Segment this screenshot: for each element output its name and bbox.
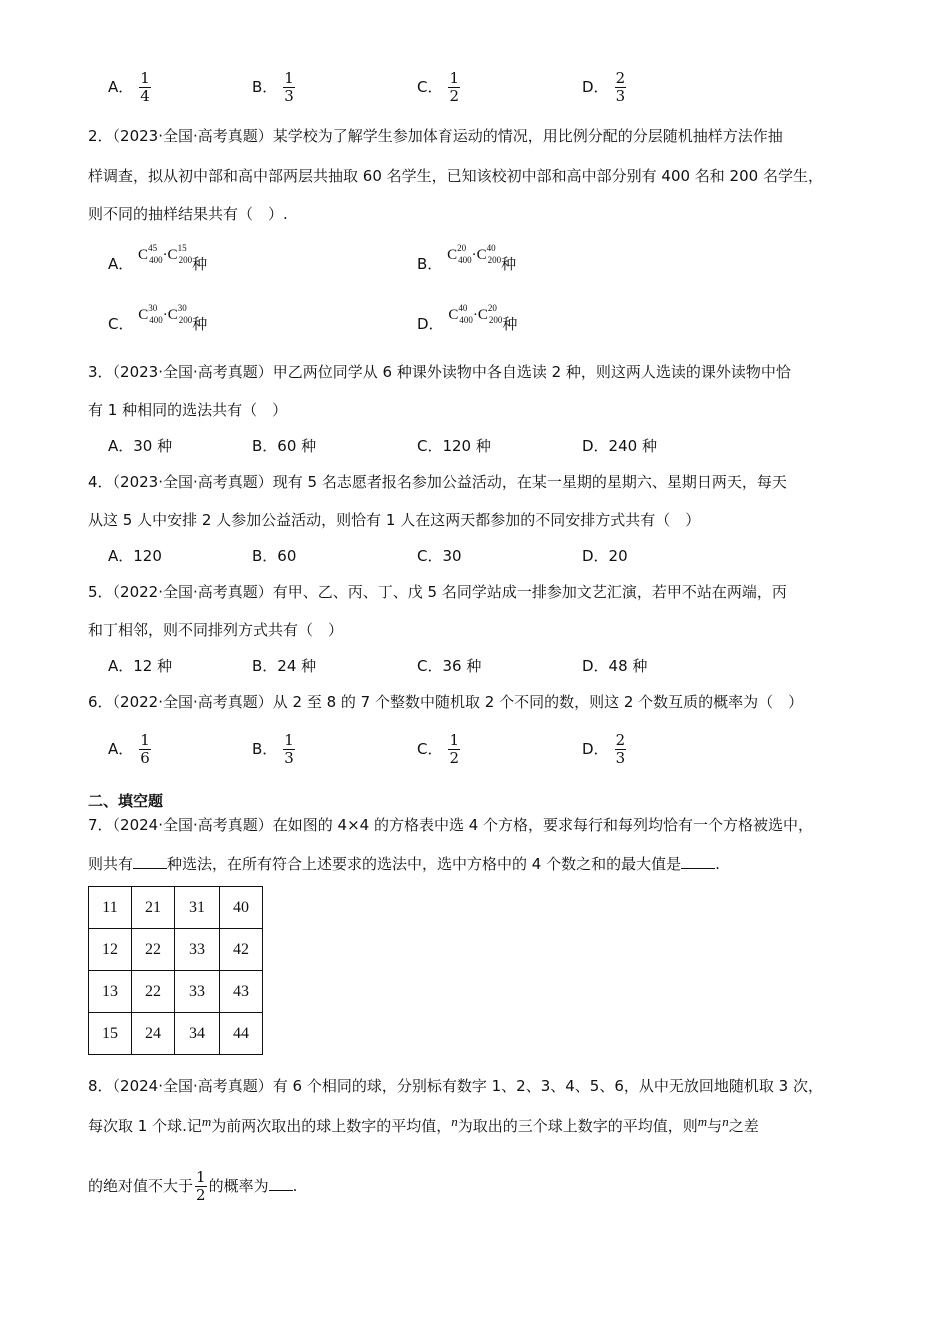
table-row <box>89 929 263 971</box>
fraction-numerator: 1 <box>196 1168 206 1186</box>
answer-blank[interactable] <box>133 854 167 869</box>
q2-option-d <box>417 303 518 333</box>
comb-sup: 30 <box>148 303 158 313</box>
comb-sup: 40 <box>458 303 468 313</box>
fraction-denominator: 2 <box>196 1186 206 1204</box>
fraction-denominator: 4 <box>140 87 150 105</box>
comb-sup: 20 <box>487 303 497 313</box>
table-row <box>89 1013 263 1055</box>
answer-blank[interactable] <box>269 1176 293 1191</box>
q2-stem-line2: 样调查，拟从初中部和高中部两层共抽取 60 名学生，已知该校初中部和高中部分别有 400 名和 200 名学生， <box>88 167 823 185</box>
comb-sub: 400 <box>149 255 163 265</box>
q6-option-a <box>108 732 151 767</box>
fraction-numerator: 1 <box>449 731 460 749</box>
q6-stem-line1: 6．（2022·全国·高考真题）从 2 至 8 的 7 个整数中随机取 2 个不同的数，则这 2 个数互质的概率为（ ） <box>88 693 804 711</box>
q2-stem-line1: 2．（2023·全国·高考真题）某学校为了解学生参加体育运动的情况，用比例分配的分层随机抽样方法作抽 <box>88 127 783 145</box>
q4-stem-line1: 4．（2023·全国·高考真题）现有 5 名志愿者报名参加公益活动，在某一星期的星期六、星期日两天，每天 <box>88 473 787 491</box>
q8-stem-line3 <box>88 1164 297 1208</box>
grid-cell: 34 <box>175 1013 220 1055</box>
q2-stem-line3: 则不同的抽样结果共有（ ）. <box>88 205 288 223</box>
comb-sup: 30 <box>177 303 187 313</box>
text-segment: . <box>715 855 720 873</box>
combination-expression: $C^{40}_{400}\cdot C^{20}_{200}$ <box>448 303 503 325</box>
q5-stem-line1: 5．（2022·全国·高考真题）有甲、乙、丙、丁、戊 5 名同学站成一排参加文艺汇演，若甲不站在两端，丙 <box>88 583 787 601</box>
table-row <box>89 971 263 1013</box>
fraction-numerator: 1 <box>284 69 294 87</box>
q7-stem-line2 <box>88 854 720 874</box>
text-segment: 种选法，在所有符合上述要求的选法中，选中方格中的 4 个数之和的最大值是 <box>167 855 682 873</box>
option-letter: D． <box>582 78 609 96</box>
fraction <box>139 70 151 105</box>
option-letter: A． <box>108 255 134 273</box>
grid-cell: 31 <box>175 887 220 929</box>
comb-sup: 20 <box>457 243 467 253</box>
variable-m: m <box>201 1114 212 1129</box>
option-letter: A． <box>108 740 134 758</box>
variable-m: m <box>697 1114 708 1129</box>
text-segment: 与 <box>707 1117 723 1135</box>
q4-option-d: D．20 <box>582 547 628 565</box>
fraction <box>283 70 295 105</box>
comb-sub: 400 <box>458 255 472 265</box>
fraction-numerator: 2 <box>615 731 626 749</box>
q1-option-c <box>417 70 460 105</box>
text-segment: 每次取 1 个球.记 <box>88 1117 202 1135</box>
q5-option-c: C．36 种 <box>417 657 482 675</box>
combination-expression: $C^{30}_{400}\cdot C^{30}_{200}$ <box>138 303 193 325</box>
grid-cell: 33 <box>175 929 220 971</box>
grid-cell: 22 <box>132 971 175 1013</box>
grid-cell: 43 <box>220 971 263 1013</box>
fraction <box>448 70 460 105</box>
fraction-denominator: 2 <box>449 87 460 105</box>
comb-sub: 200 <box>178 315 193 325</box>
q8-stem-line1: 8．（2024·全国·高考真题）有 6 个相同的球，分别标有数字 1、2、3、4、5、6，从中无放回地随机取 3 次， <box>88 1077 823 1095</box>
option-letter: B． <box>417 255 443 273</box>
q3-stem-line2: 有 1 种相同的选法共有（ ） <box>88 401 288 419</box>
grid-cell: 15 <box>89 1013 132 1055</box>
answer-blank[interactable] <box>681 854 715 869</box>
comb-sub: 400 <box>459 315 473 325</box>
option-letter: B． <box>252 740 278 758</box>
q3-option-c: C．120 种 <box>417 437 491 455</box>
text-segment: 为前两次取出的球上数字的平均值， <box>211 1117 452 1135</box>
fraction <box>448 732 460 767</box>
fraction-denominator: 3 <box>615 749 626 767</box>
grid-cell: 33 <box>175 971 220 1013</box>
q5-option-d: D．48 种 <box>582 657 648 675</box>
fraction-numerator: 1 <box>449 69 460 87</box>
option-letter: C． <box>417 78 443 96</box>
variable-n: n <box>451 1114 458 1129</box>
fraction-numerator: 1 <box>140 69 150 87</box>
grid-cell: 42 <box>220 929 263 971</box>
q6-option-d <box>582 732 626 767</box>
grid-cell: 22 <box>132 929 175 971</box>
option-letter: C． <box>417 740 443 758</box>
option-letter: D． <box>417 315 444 333</box>
grid-cell: 24 <box>132 1013 175 1055</box>
q5-option-a: A．12 种 <box>108 657 173 675</box>
option-unit: 种 <box>502 315 518 333</box>
fraction-denominator: 2 <box>449 749 460 767</box>
comb-sup: 15 <box>177 243 187 253</box>
q2-option-a <box>108 243 208 273</box>
fraction-numerator: 1 <box>284 731 294 749</box>
option-letter: A． <box>108 78 134 96</box>
q5-stem-line2: 和丁相邻，则不同排列方式共有（ ） <box>88 621 344 639</box>
comb-sub: 200 <box>488 315 503 325</box>
text-segment: . <box>292 1177 298 1195</box>
q3-option-b: B．60 种 <box>252 437 317 455</box>
option-letter: D． <box>582 740 609 758</box>
comb-sup: 45 <box>148 243 158 253</box>
q4-option-c: C．30 <box>417 547 462 565</box>
fraction <box>283 732 295 767</box>
grid-cell: 44 <box>220 1013 263 1055</box>
fraction-denominator: 3 <box>284 87 294 105</box>
fraction-numerator: 2 <box>615 69 626 87</box>
comb-sub: 200 <box>487 255 502 265</box>
comb-sub: 200 <box>178 255 193 265</box>
q4-stem-line2: 从这 5 人中安排 2 人参加公益活动，则恰有 1 人在这两天都参加的不同安排方式共有（ ） <box>88 511 701 529</box>
q4-option-a: A．120 <box>108 547 162 565</box>
combination-expression: $C^{20}_{400}\cdot C^{40}_{200}$ <box>447 243 502 265</box>
fraction-denominator: 3 <box>615 87 626 105</box>
grid-cell: 40 <box>220 887 263 929</box>
q1-option-d <box>582 70 626 105</box>
number-grid-table <box>88 886 263 1055</box>
fraction <box>139 732 151 767</box>
option-unit: 种 <box>192 255 208 273</box>
q1-option-a <box>108 70 151 105</box>
text-segment: 为取出的三个球上数字的平均值，则 <box>457 1117 698 1135</box>
grid-cell: 12 <box>89 929 132 971</box>
text-segment: 的绝对值不大于 <box>88 1177 194 1195</box>
text-segment: 则共有 <box>88 855 134 873</box>
option-letter: B． <box>252 78 278 96</box>
fraction-numerator: 1 <box>140 731 150 749</box>
combination-expression: $C^{45}_{400}\cdot C^{15}_{200}$ <box>138 243 193 265</box>
q5-option-b: B．24 种 <box>252 657 317 675</box>
q3-stem-line1: 3．（2023·全国·高考真题）甲乙两位同学从 6 种课外读物中各自选读 2 种，则这两人选读的课外读物中恰 <box>88 363 791 381</box>
q1-option-b <box>252 70 295 105</box>
grid-cell: 13 <box>89 971 132 1013</box>
q3-option-a: A．30 种 <box>108 437 173 455</box>
q3-option-d: D．240 种 <box>582 437 657 455</box>
fraction <box>195 1169 207 1204</box>
fraction <box>615 70 627 105</box>
grid-cell: 21 <box>132 887 175 929</box>
variable-n: n <box>722 1114 729 1129</box>
q7-stem-line1: 7．（2024·全国·高考真题）在如图的 4×4 的方格表中选 4 个方格，要求每行和每列均恰有一个方格被选中， <box>88 816 814 834</box>
fraction-denominator: 3 <box>284 749 294 767</box>
q2-option-c <box>108 303 208 333</box>
option-unit: 种 <box>501 255 517 273</box>
grid-cell: 11 <box>89 887 132 929</box>
table-row <box>89 887 263 929</box>
fraction-denominator: 6 <box>140 749 150 767</box>
q6-option-b <box>252 732 295 767</box>
text-segment: 的概率为 <box>208 1177 269 1195</box>
text-segment: 之差 <box>728 1117 759 1135</box>
comb-sup: 40 <box>486 243 496 253</box>
q2-option-b <box>417 243 517 273</box>
q6-option-c <box>417 732 460 767</box>
option-unit: 种 <box>192 315 208 333</box>
section-heading-fill-in: 二、填空题 <box>88 792 164 810</box>
fraction <box>615 732 627 767</box>
q8-stem-line2 <box>88 1116 759 1137</box>
comb-sub: 400 <box>149 315 163 325</box>
q4-option-b: B．60 <box>252 547 297 565</box>
option-letter: C． <box>108 315 134 333</box>
